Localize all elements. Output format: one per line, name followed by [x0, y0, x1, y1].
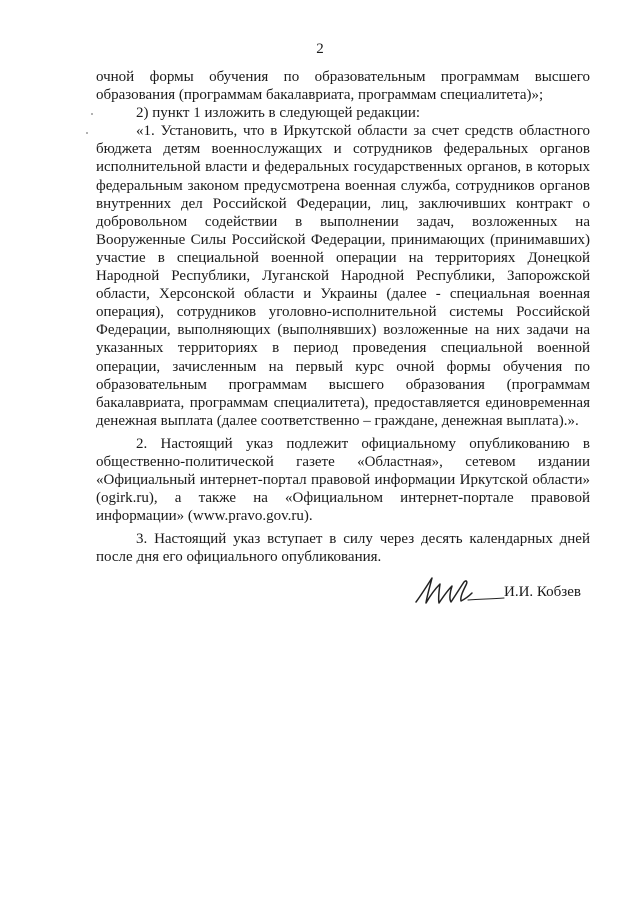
- handwritten-signature: [408, 572, 518, 612]
- paragraph-amendment-item: 2) пункт 1 изложить в следующей редакции:: [136, 105, 421, 122]
- scan-speck: [91, 113, 93, 115]
- page-number: 2: [316, 41, 324, 57]
- paragraph-effective-date: 3. Настоящий указ вступает в силу через десять календарных дней после дня его официального опубликования.: [96, 531, 590, 566]
- paragraph-amended-clause: «1. Установить, что в Иркутской области за счет средств областного бюджета детям военнослужащих и сотрудников федеральных органов исполнительной власти и федеральных государственных органов, в которых федеральным законом предусмотрена военная служба, сотрудников органов внутренних дел Российской Федерации, лиц, заключивших контракт о добровольном содействии в выполнении задач, возложенных на Вооруженные Силы Российской Федерации, принимающих (принимавших) участие в специальной военной операции на территориях Донецкой Народной Республики, Луганской Народной Республики, Запорожской области, Херсонской области и Украины (далее - специальная военная операция), сотрудников уголовно-исполнительной системы Российской Федерации, выполняющих (выполнявших) возложенные на них задачи на указанных территориях в период проведения специальной военной операции, зачисленным на первый курс очной формы обучения по образовательным программам высшего образования (программам бакалавриата, программам специалитета), предоставляется единовременная денежная выплата (далее соответственно – граждане, денежная выплата).».: [96, 123, 590, 429]
- paragraph-publication: 2. Настоящий указ подлежит официальному опубликованию в общественно-политической газете «Областная», сетевом издании «Официальный интернет-портал правовой информации Иркутской области» (ogirk.ru), а также на «Официальном интернет-портале правовой информации» (www.pravo.gov.ru).: [96, 435, 590, 525]
- signature-block: [408, 572, 608, 612]
- paragraph-continuation: очной формы обучения по образовательным программам высшего образования (программам бакалавриата, программам специалитета)»;: [96, 69, 590, 104]
- signatory-name: И.И. Кобзев: [504, 584, 581, 600]
- document-body: [96, 68, 590, 567]
- scan-speck: [86, 132, 88, 134]
